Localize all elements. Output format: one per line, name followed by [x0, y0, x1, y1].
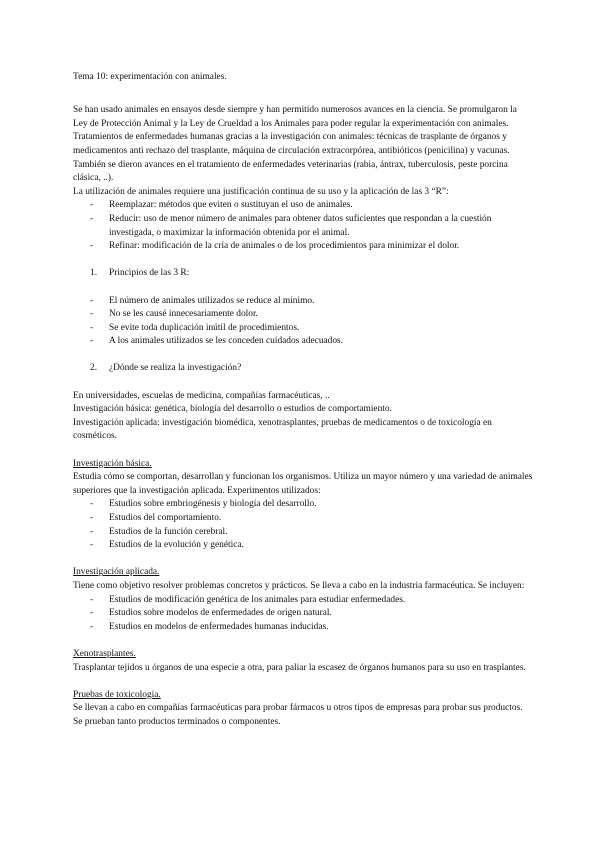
list-item: - Reemplazar: métodos que eviten o sustituyan el uso de animales.	[73, 199, 533, 213]
list-item: - Se evite toda duplicación inútil de procedimientos.	[73, 322, 533, 336]
list-item: - No se les causé innecesariamente dolor.	[73, 308, 533, 322]
numbered-heading-text: Principios de las 3 R:	[109, 268, 190, 279]
applied-list	[73, 594, 533, 635]
basic-list	[73, 498, 533, 552]
list-item: - Reducir: uso de menor número de animales para obtener datos suficientes que respondan a la cuestión investigada, o maximizar la información obtenida por el animal.	[73, 213, 533, 240]
list-item: - El número de animales utilizados se reduce al mínimo.	[73, 295, 533, 309]
list-number: 2.	[90, 363, 98, 374]
section-text-applied: Tiene como objetivo resolver problemas concretos y prácticos. Se lleva a cabo en la industria farmacéutica. Se incluyen:	[73, 580, 525, 591]
intro-paragraph-3: La utilización de animales requiere una justificación continua de su uso y la aplicación de las 3 “R”:	[73, 186, 449, 197]
intro-paragraph-1: Se han usado animales en ensayos desde siempre y han permitido numerosos avances en la ciencia. Se promulgaron la Ley de Protección Animal y la Ley de Crueldad a los Animales para poder regular la experimentación con animales. Tratamientos de enfermedades humanas gracias a la investigación con animales: técnicas de trasplante de órganos y medicamentos anti rechazo del trasplante, máquina de circulación extracorpórea, antibióticos (penicilina) y vacunas.	[73, 105, 517, 156]
list-item: - Estudios de modificación genética de los animales para estudiar enfermedades.	[73, 594, 533, 608]
section-heading-applied: Investigación aplicada.	[73, 567, 160, 578]
list-item: - Estudios sobre modelos de enfermedades de origen natural.	[73, 607, 533, 621]
section-text-basic: Estudia cómo se comportan, desarrollan y funcionan los organismos. Utiliza un mayor número y una variedad de animales superiores que la investigación aplicada. Experimentos utilizados:	[73, 472, 533, 496]
three-r-list	[73, 199, 533, 253]
list-item: - Refinar: modificación de la cría de animales o de los procedimientos para minimizar el dolor.	[73, 240, 533, 254]
list-item: - Estudios de la evolución y genética.	[73, 539, 533, 553]
section-heading-xeno: Xenotrasplantes.	[73, 648, 136, 659]
list-number: 1.	[90, 268, 98, 279]
where-paragraph-1: En universidades, escuelas de medicina, compañías farmacéuticas, ..	[73, 390, 330, 401]
list-item: - Estudios de la función cerebral.	[73, 526, 533, 540]
document-title: Tema 10: experimentación con animales.	[73, 72, 227, 82]
principles-list	[73, 295, 533, 349]
list-item: - Estudios sobre embriogénesis y biología del desarrollo.	[73, 498, 533, 512]
section-text-tox: Se llevan a cabo en compañías farmacéuticas para probar fármacos u otros tipos de empresas para probar sus productos. Se prueban tanto productos terminados o componentes.	[73, 703, 523, 727]
numbered-heading-principles	[73, 267, 533, 281]
list-item: - Estudios del comportamiento.	[73, 512, 533, 526]
list-item: - Estudios en modelos de enfermedades humanas inducidas.	[73, 621, 533, 635]
section-heading-basic: Investigación básica.	[73, 458, 152, 469]
numbered-heading-text: ¿Dónde se realiza la investigación?	[109, 363, 242, 374]
intro-paragraph-2: También se dieron avances en el tratamiento de enfermedades veterinarias (rabia, ántrax, tuberculosis, peste porcina clásica, ..).	[73, 159, 508, 184]
section-text-xeno: Trasplantar tejidos u órganos de una especie a otra, para paliar la escasez de órganos humanos para su uso en trasplantes.	[73, 662, 526, 673]
document-content	[73, 71, 533, 730]
where-paragraph-3: Investigación aplicada: investigación biomédica, xenotrasplantes, pruebas de medicamentos o de toxicología en cosméticos.	[73, 417, 492, 442]
section-heading-tox: Pruebas de toxicología.	[73, 689, 161, 700]
where-paragraph-2: Investigación básica: genética, biología del desarrollo o estudios de comportamiento.	[73, 404, 392, 415]
numbered-heading-where	[73, 362, 533, 376]
list-item: - A los animales utilizados se les conceden cuidados adecuados.	[73, 335, 533, 349]
